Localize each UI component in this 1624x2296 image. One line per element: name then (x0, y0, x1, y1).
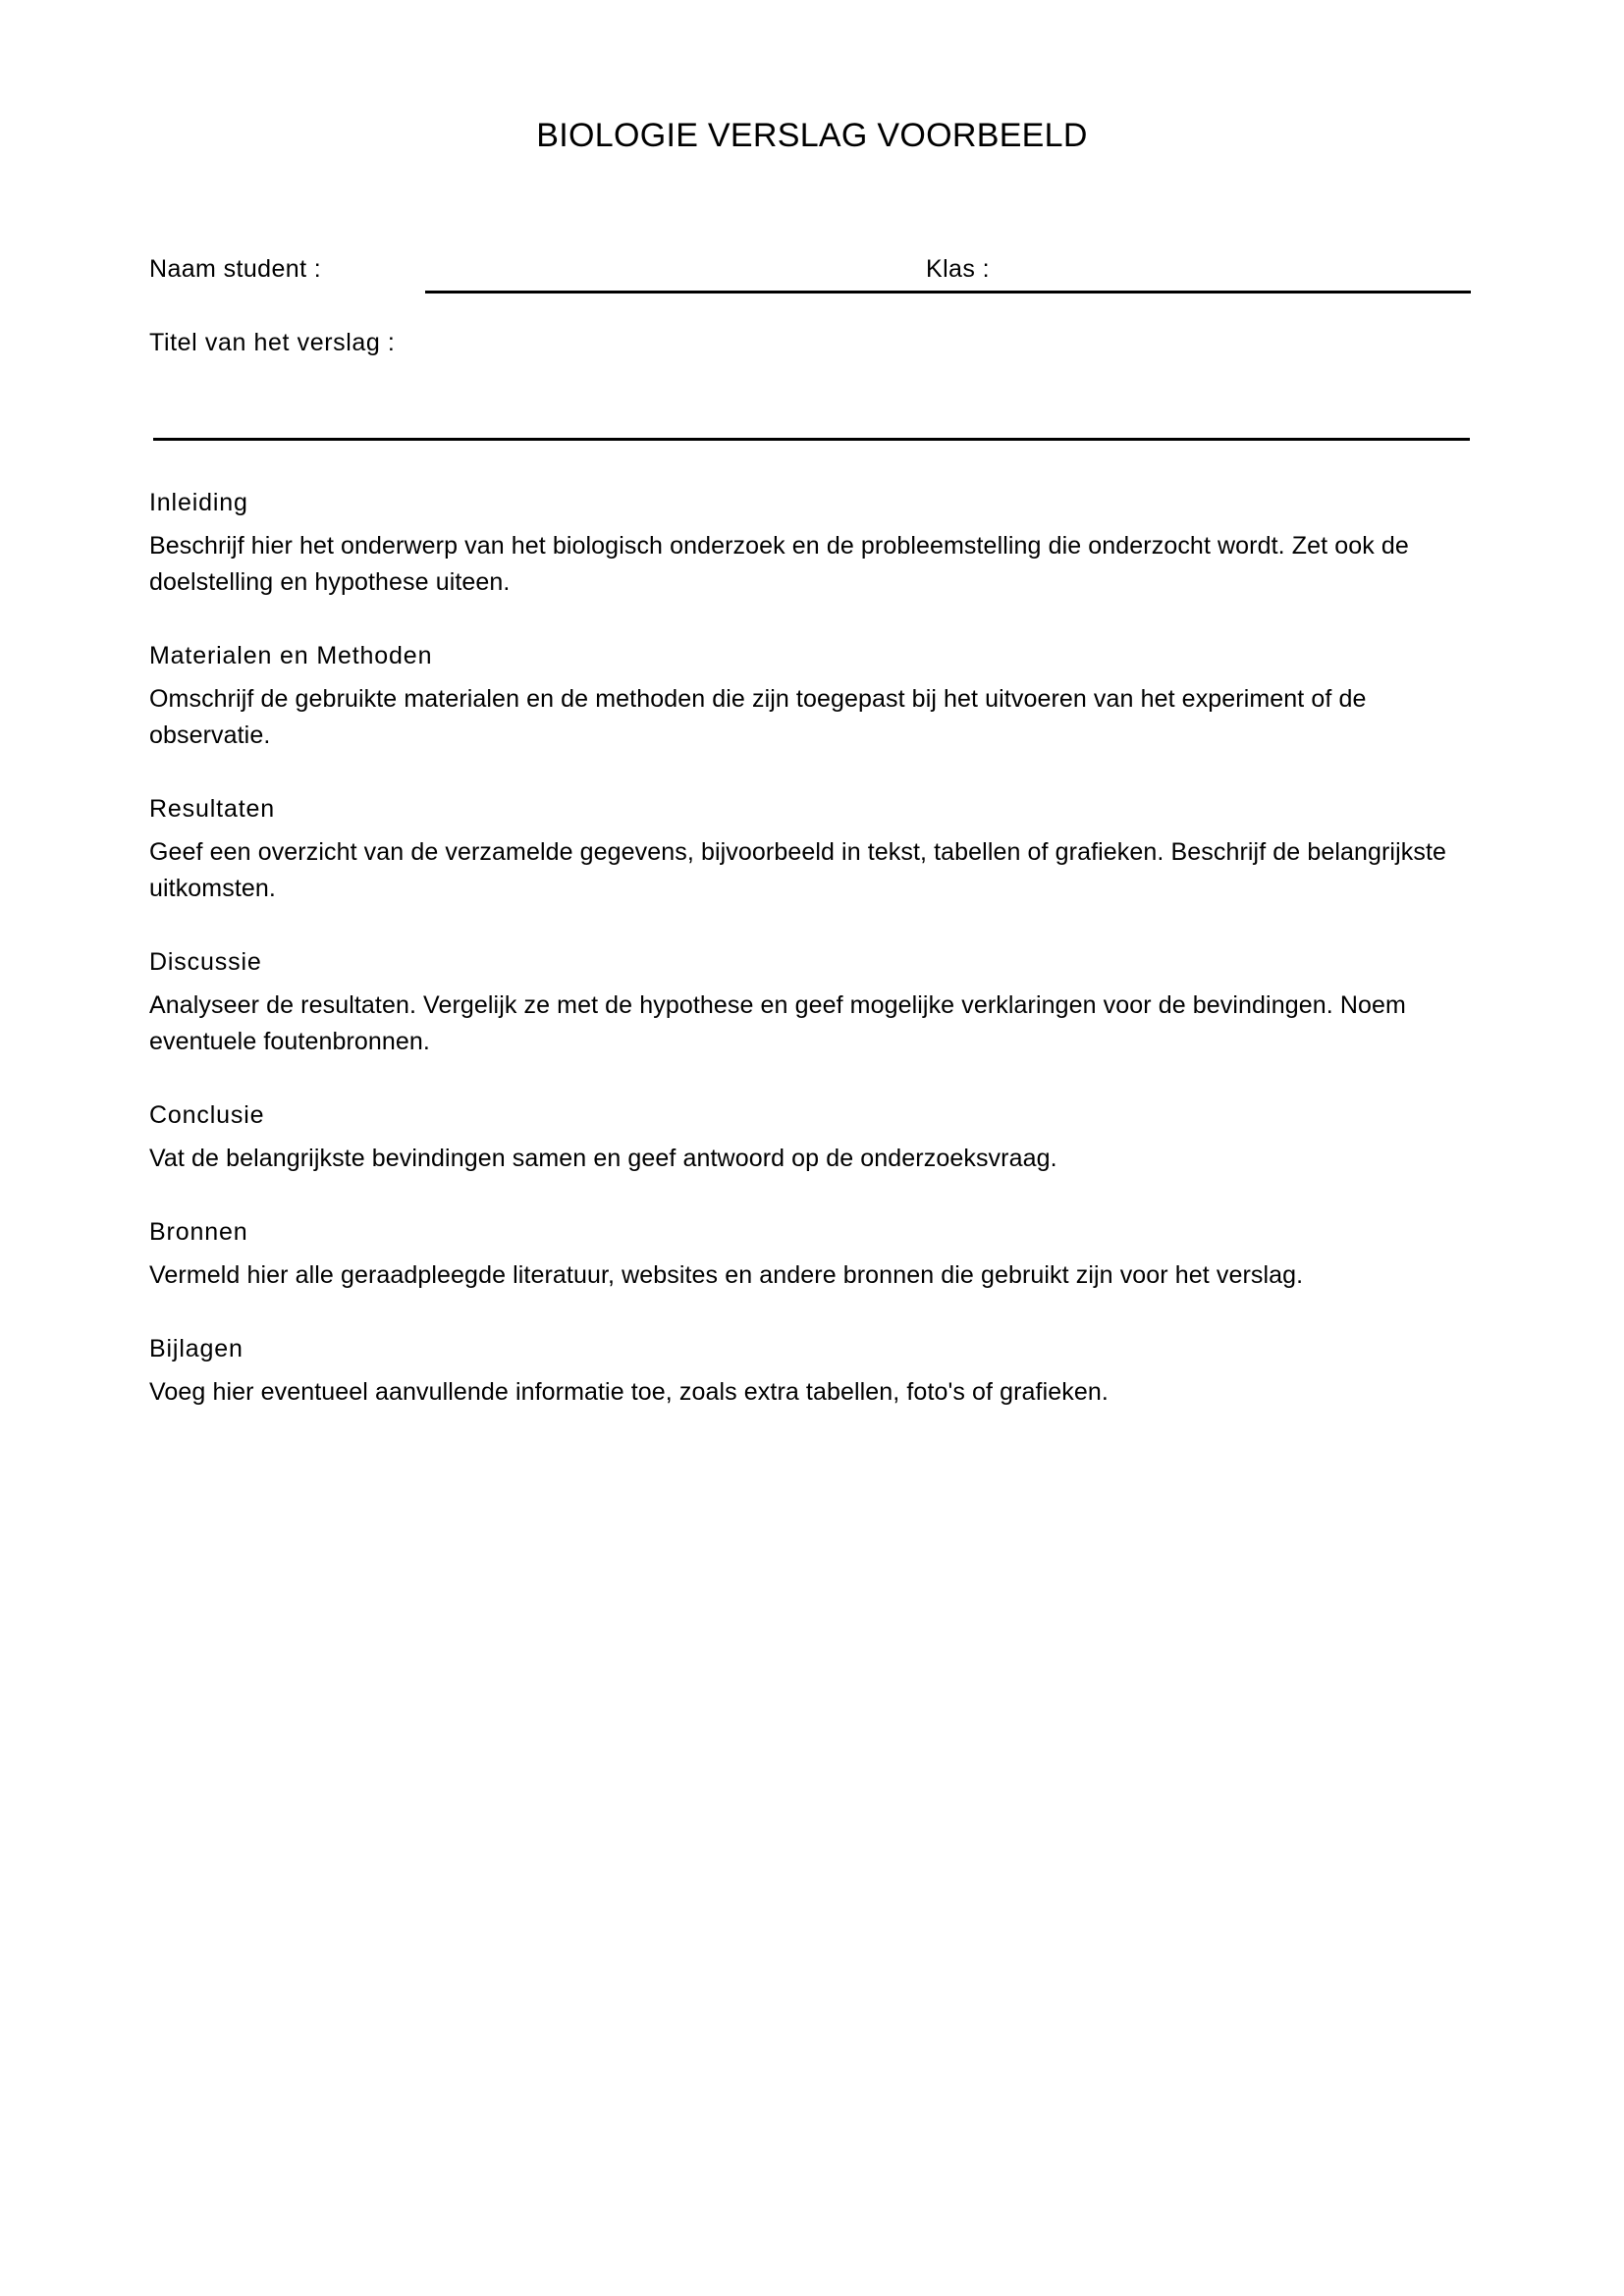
section-inleiding (149, 485, 1470, 601)
section-body: Beschrijf hier het onderwerp van het biologisch onderzoek en de probleemstelling die onderzocht wordt. Zet ook de doelstelling en hypothese uiteen. (149, 532, 1409, 596)
section-body: Omschrijf de gebruikte materialen en de methoden die zijn toegepast bij het uitvoeren van het experiment of de observatie. (149, 685, 1367, 749)
section-body: Analyseer de resultaten. Vergelijk ze met de hypothese en geef mogelijke verklaringen voor de bevindingen. Noem eventuele foutenbronnen. (149, 991, 1406, 1055)
section-bronnen (149, 1214, 1470, 1294)
section-heading: Resultaten (149, 795, 276, 823)
section-body: Geef een overzicht van de verzamelde gegevens, bijvoorbeeld in tekst, tabellen of grafieken. Beschrijf de belangrijkste uitkomsten. (149, 838, 1446, 902)
section-heading: Bronnen (149, 1218, 248, 1246)
student-name-label: Naam student : (149, 255, 322, 283)
section-body: Vat de belangrijkste bevindingen samen en geef antwoord op de onderzoeksvraag. (149, 1145, 1057, 1172)
section-heading: Conclusie (149, 1101, 265, 1129)
section-body: Vermeld hier alle geraadpleegde literatuur, websites en andere bronnen die gebruikt zijn voor het verslag. (149, 1261, 1304, 1289)
section-discussie (149, 944, 1470, 1060)
section-bijlagen (149, 1331, 1470, 1411)
student-info-row (149, 253, 1471, 300)
section-heading: Materialen en Methoden (149, 642, 433, 669)
student-name-input-rule[interactable] (425, 291, 1471, 294)
page-title: BIOLOGIE VERSLAG VOORBEELD (536, 117, 1088, 154)
class-label: Klas : (926, 255, 990, 283)
report-title-label: Titel van het verslag : (149, 329, 396, 356)
section-heading: Discussie (149, 948, 262, 976)
section-heading: Inleiding (149, 489, 248, 516)
section-materialen-en-methoden (149, 638, 1470, 754)
section-body: Voeg hier eventueel aanvullende informatie toe, zoals extra tabellen, foto's of grafieken. (149, 1378, 1109, 1406)
section-heading: Bijlagen (149, 1335, 244, 1362)
report-title-input-rule[interactable] (153, 438, 1470, 441)
section-conclusie (149, 1097, 1470, 1177)
section-resultaten (149, 791, 1470, 907)
section-list (149, 485, 1470, 1411)
